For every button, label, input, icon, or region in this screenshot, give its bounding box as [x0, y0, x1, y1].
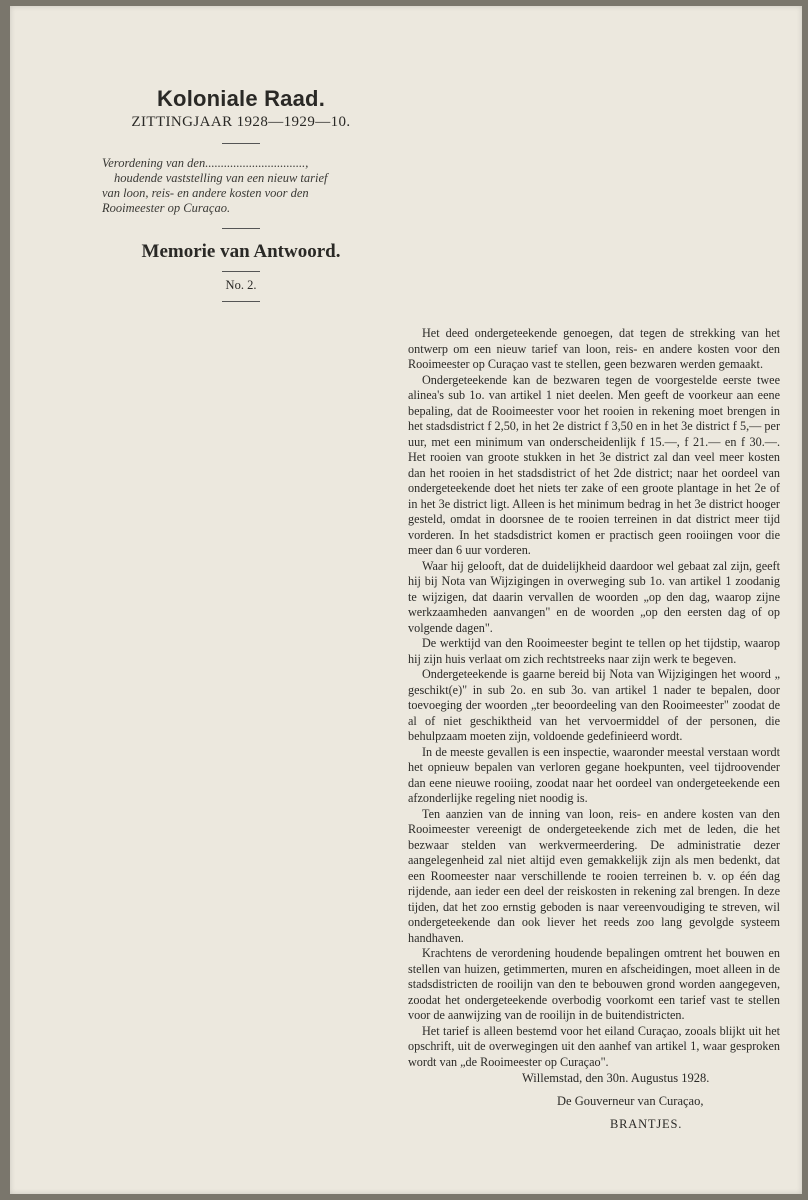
- document-header: [96, 86, 386, 310]
- body-paragraph: De werktijd van den Rooimeester begint te tellen op het tijdstip, waarop hij zijn huis verlaat om zich rechtstreeks naar zijn werk te begeven.: [408, 636, 780, 666]
- body-paragraph: Waar hij gelooft, dat de duidelijkheid daardoor wel gebaat zal zijn, geeft hij bij Nota van Wijzigingen in overweging sub 1o. van artikel 1 zoodanig te wijzigen, dat daarin vervallen de woorden „op den dag, waarop zijne werkzaamheden aanvangen" en de woorden „op den eersten dag of op volgende dagen".: [408, 558, 780, 635]
- ordinance-description: [102, 156, 386, 216]
- ordinance-line: Rooimeester op Curaçao.: [102, 201, 231, 215]
- signature: BRANTJES.: [610, 1117, 683, 1131]
- body-paragraph: Krachtens de verordening houdende bepalingen omtrent het bouwen en stellen van huizen, getimmerten, muren en afscheidingen, moet alleen in de stadsdistricten de rooilijn van den te bebouwen grond worden aangegeven, zoodat het ondergeteekende overbodig voorkomt een tarief vast te stellen voor de aanwijzing van de rooilijn in de buitendistricten.: [408, 946, 780, 1022]
- body-paragraph: Ondergeteekende kan de bezwaren tegen de voorgestelde eerste twee alinea's sub 1o. van artikel 1 niet deelen. Men geeft de voorkeur aan eene bepaling, dat de Rooimeester voor het rooien in rekening moet brengen in het stadsdistrict f 2,50, in het 2e district f 3,50 en in het 3e district f 5,— per uur, met een minimum van onderscheidenlijk f 15.—, f 21.— en f 30.—. Het rooien van groote stukken in het 3e district zal dan veel meer kosten dan het rooien in het stadsdistrict of het 2de district; naar het oordeel van ondergeteekende doet het niets ter zake of een groote plantage in het 2e of in het 3e district ligt. Alleen is het minimum bedrag in het 3e district hooger gesteld, omdat in doorsnee de te rooien terreinen in dat district meer tijd vorderen. In het stadsdistrict komen er practisch geen rooiingen voor die meer dan 6 uur vorderen.: [408, 372, 780, 557]
- session-year: ZITTINGJAAR 1928—1929—10.: [131, 114, 351, 130]
- ordinance-line: Verordening van den................................,: [102, 156, 309, 170]
- ordinance-line: van loon, reis- en andere kosten voor den: [102, 186, 309, 200]
- divider: [222, 228, 260, 229]
- place-date: Willemstad, den 30n. Augustus 1928.: [522, 1071, 710, 1085]
- body-paragraph: In de meeste gevallen is een inspectie, waaronder meestal verstaan wordt het opnieuw bepalen van verloren gegane hoekpunten, veel tijdroovender dan eene nieuwe rooiing, zoodat naar het oordeel van ondergeteekende een afzonderlijke regeling niet noodig is.: [408, 744, 780, 805]
- body-paragraph: Het deed ondergeteekende genoegen, dat tegen de strekking van het ontwerp om een nieuw tarief van loon, reis- en andere kosten voor den Rooimeester op Curaçao vast te stellen, geen bezwaren werden gemaakt.: [408, 326, 780, 371]
- council-title: Koloniale Raad.: [156, 86, 326, 111]
- divider: [222, 301, 260, 302]
- divider: [222, 143, 260, 144]
- document-number: No. 2.: [225, 278, 257, 292]
- document-heading: Memorie van Antwoord.: [141, 241, 341, 262]
- body-paragraph: Ondergeteekende is gaarne bereid bij Nota van Wijzigingen het woord „ geschikt(e)" in sub 2o. en sub 3o. van artikel 1 nader te bepalen, door toevoeging der woorden „ter beoordeeling van den Rooimeester" zoodat de al of niet geschiktheid van het vervoermiddel of der personen, die behulpzaam moeten zijn, voldoende gedefinieerd wordt.: [408, 667, 780, 743]
- document-body: [408, 326, 780, 1070]
- body-paragraph: Ten aanzien van de inning van loon, reis- en andere kosten van den Rooimeester vereenigt de ondergeteekende zich met de leden, die het bezwaar stelden van werkvermeerdering. De administratie dezer aangelegenheid zal niet altijd even gemakkelijk zijn als men bedenkt, dat een Roomeester naar verschillende te rooien terreinen b. v. op één dag rijdende, aan ieder een deel der reiskosten in rekening zal brengen. In deze tijden, dat het zoo ernstig geboden is naar vereenvoudiging te streven, wil ondergeteekende dan ook liever het reeds zoo lang gevolgde systeem handhaven.: [408, 806, 780, 945]
- document-page: [10, 6, 802, 1194]
- governor-title: De Gouverneur van Curaçao,: [557, 1094, 704, 1108]
- divider: [222, 271, 260, 272]
- ordinance-line: houdende vaststelling van een nieuw tarief: [114, 171, 328, 185]
- body-paragraph: Het tarief is alleen bestemd voor het eiland Curaçao, zooals blijkt uit het opschrift, uit de overwegingen uit den aanhef van artikel 1, waar gesproken wordt van „de Rooimeester op Curaçao".: [408, 1023, 780, 1069]
